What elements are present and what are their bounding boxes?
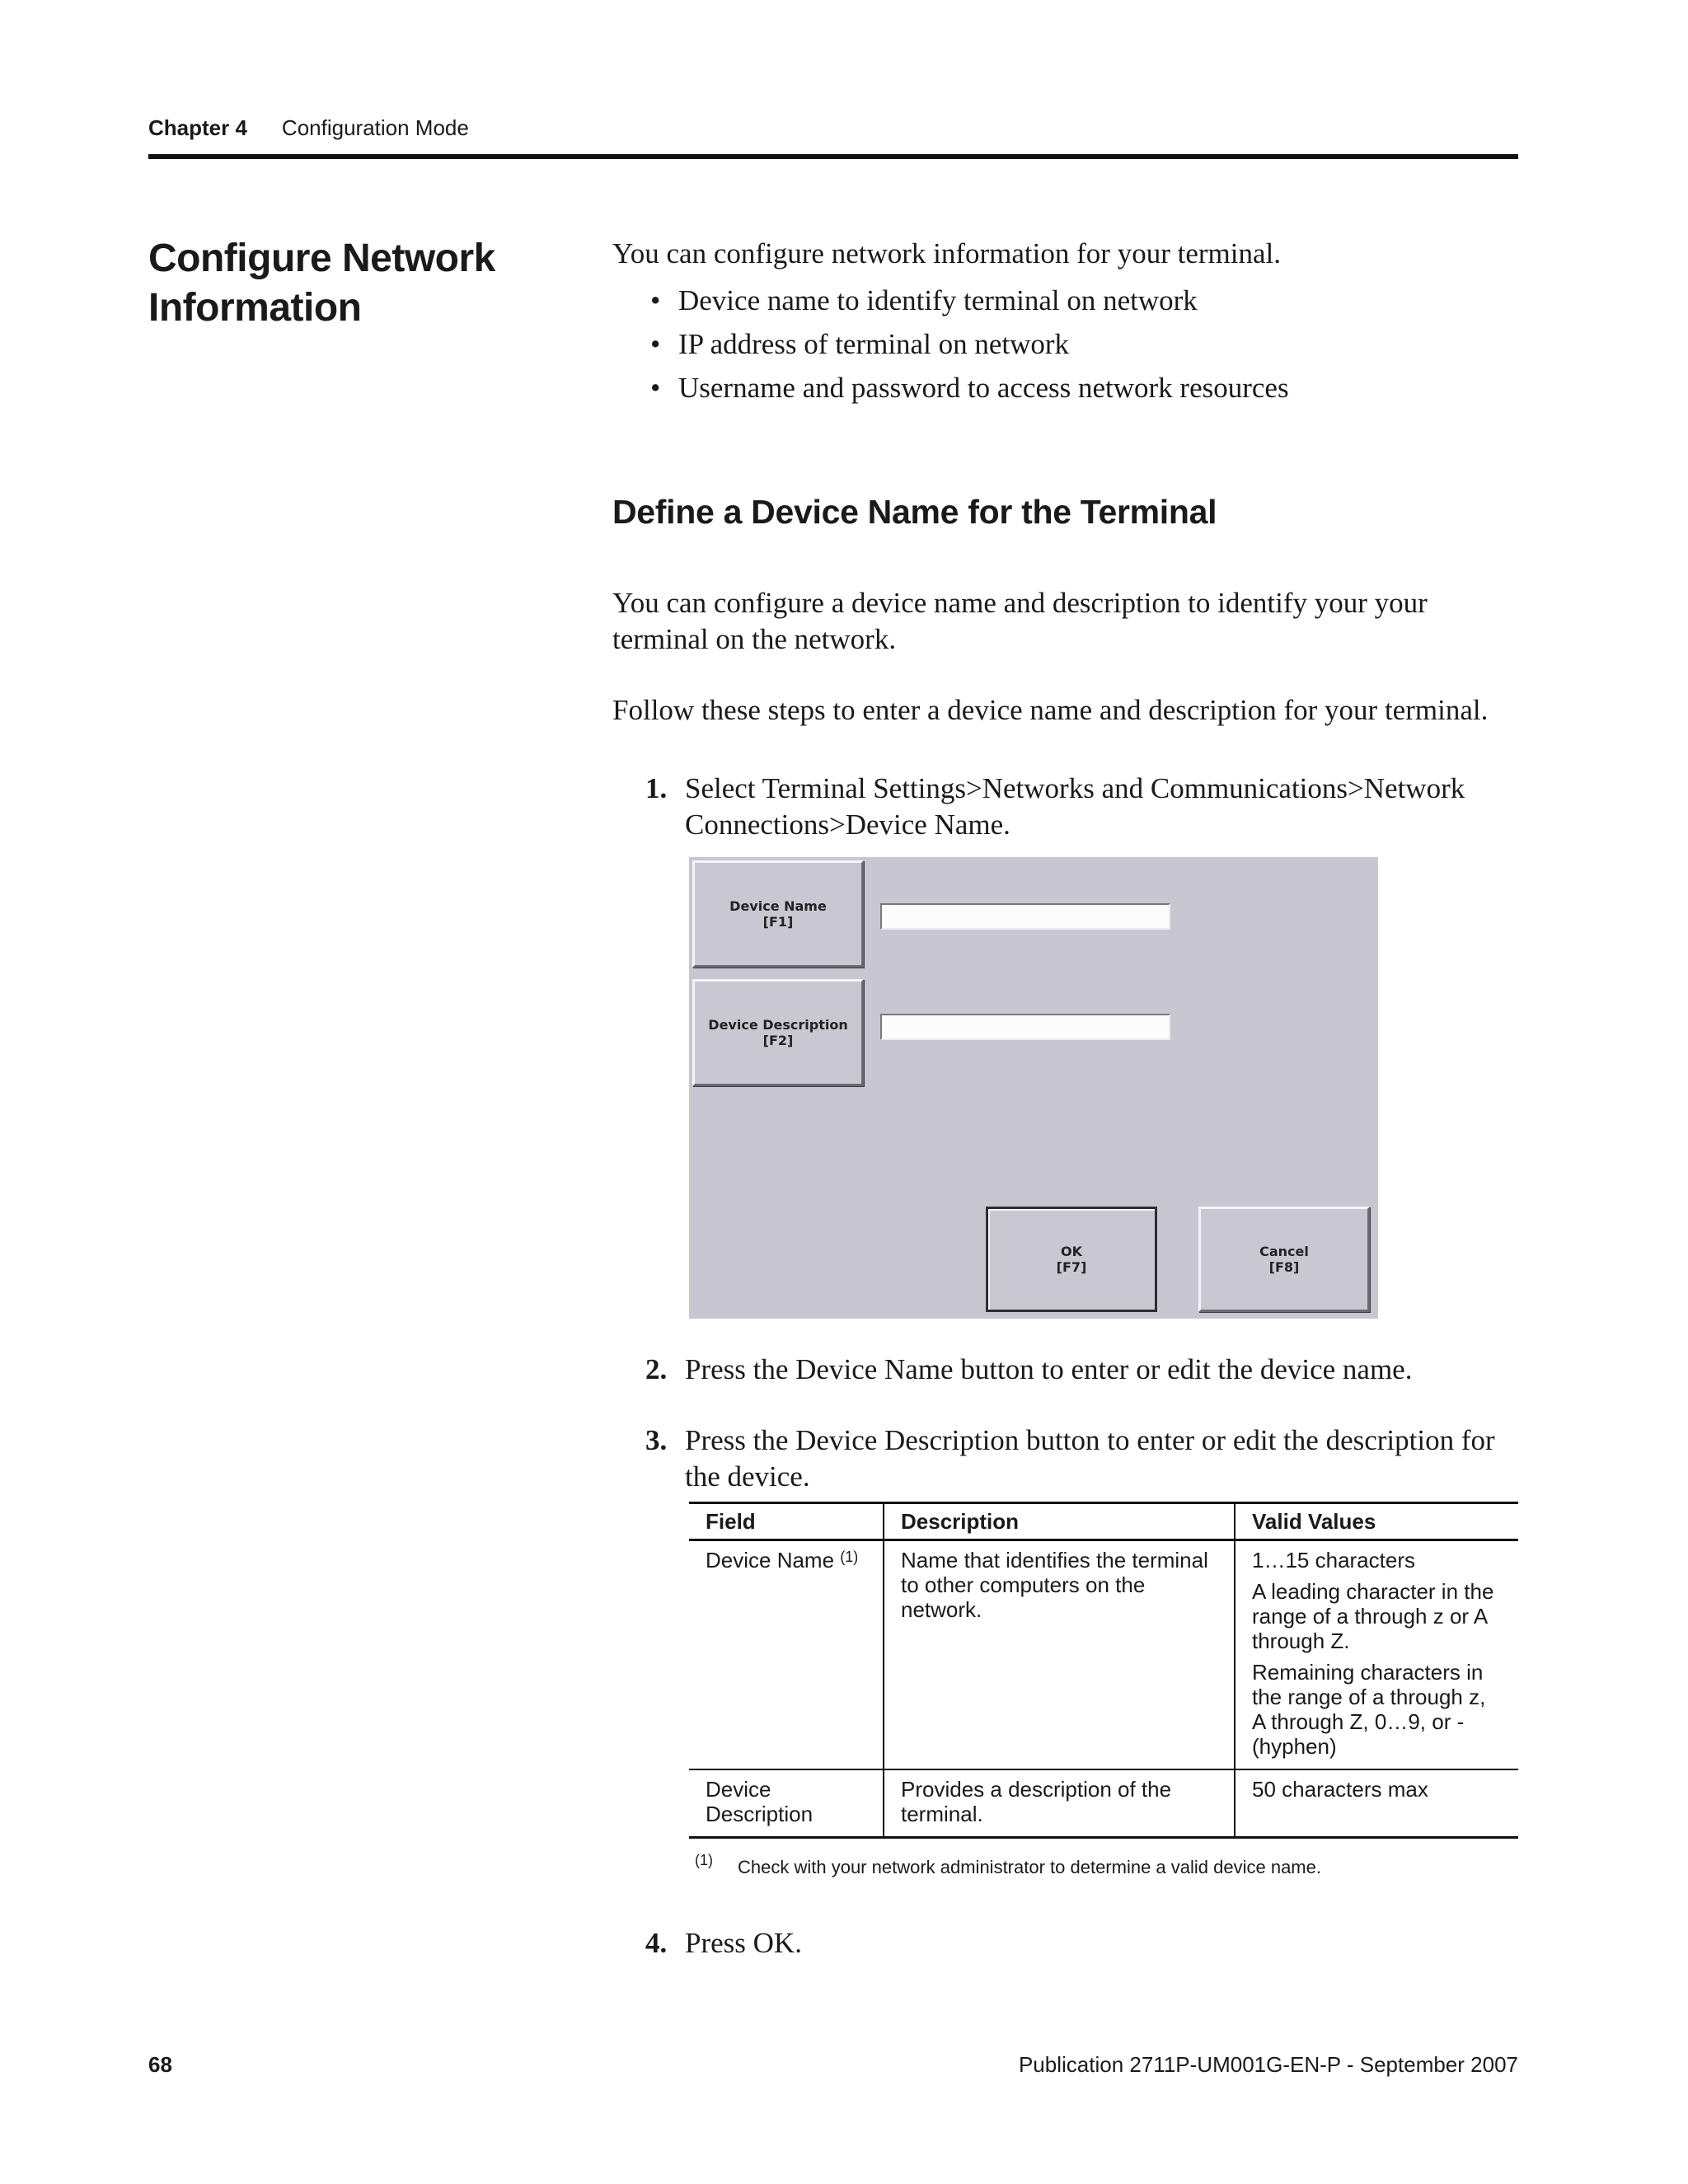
cancel-button-key: [F8]	[1268, 1259, 1300, 1275]
page-header	[148, 115, 469, 141]
page-number: 68	[148, 2052, 172, 2077]
intro-block	[612, 236, 1527, 410]
section-title: Configure Network Information	[148, 237, 495, 330]
subsection-para-1: You can configure a device name and description to identify your your terminal on the network.	[612, 587, 1428, 655]
step-text: Press the Device Description button to enter or edit the description for the device.	[685, 1424, 1495, 1493]
footnote-text: Check with your network administrator to determine a valid device name.	[738, 1857, 1321, 1877]
table-footnote	[695, 1852, 1321, 1878]
bullet-item: • Device name to identify terminal on network	[650, 279, 1527, 322]
step-1	[645, 771, 1536, 843]
ok-button-key: [F7]	[1056, 1259, 1087, 1275]
column-header: Description	[884, 1503, 1235, 1540]
device-description-button-label: Device Description	[708, 1017, 848, 1033]
device-description-button-key: [F2]	[762, 1033, 794, 1048]
header-rule	[148, 154, 1518, 159]
step-4	[645, 1925, 1536, 1961]
intro-bullets	[612, 279, 1527, 410]
device-description-input[interactable]	[880, 1014, 1170, 1040]
device-name-button[interactable]	[692, 860, 864, 968]
cancel-button[interactable]	[1198, 1207, 1370, 1312]
valid-value: 50 characters max	[1252, 1777, 1428, 1802]
intro-text: You can configure network information for your terminal.	[612, 237, 1281, 269]
step-text: Select Terminal Settings>Networks and Communications>Network Connections>Device Name.	[685, 772, 1465, 841]
table-cell-description: Name that identifies the terminal to other computers on the network.	[884, 1540, 1235, 1770]
device-name-button-key: [F1]	[762, 914, 794, 930]
step-number: 4.	[645, 1927, 668, 1959]
table-row	[689, 1769, 1518, 1838]
device-name-input[interactable]	[880, 903, 1170, 930]
step-number: 3.	[645, 1424, 668, 1456]
subsection-title: Define a Device Name for the Terminal	[612, 493, 1217, 531]
step-number: 2.	[645, 1353, 668, 1385]
footnote-mark: (1)	[695, 1852, 713, 1868]
device-description-button[interactable]	[692, 979, 864, 1086]
field-name: Device Name	[706, 1548, 835, 1572]
table-cell-field	[689, 1540, 884, 1770]
step-3	[645, 1422, 1536, 1495]
table-cell-field: Device Description	[689, 1769, 884, 1838]
valid-value: A leading character in the range of a through z or A through Z.	[1252, 1579, 1494, 1653]
subsection-para-2: Follow these steps to enter a device name and description for your terminal.	[612, 694, 1489, 726]
ok-button[interactable]	[986, 1207, 1157, 1312]
cancel-button-label: Cancel	[1259, 1244, 1309, 1259]
valid-value: 1…15 characters	[1252, 1548, 1415, 1572]
device-name-screen	[689, 857, 1378, 1319]
bullet-item: • IP address of terminal on network	[650, 322, 1527, 366]
chapter-label: Chapter 4	[148, 115, 247, 140]
column-header: Valid Values	[1235, 1503, 1518, 1540]
bullet-item: • Username and password to access network resources	[650, 366, 1527, 410]
column-header: Field	[689, 1503, 884, 1540]
chapter-title: Configuration Mode	[281, 115, 469, 140]
step-text: Press OK.	[685, 1927, 802, 1959]
publication-info: Publication 2711P-UM001G-EN-P - September 2007	[1018, 2052, 1518, 2077]
footnote-ref: (1)	[840, 1549, 859, 1565]
device-name-table	[689, 1502, 1518, 1839]
step-2	[645, 1352, 1536, 1388]
table-header-row	[689, 1503, 1518, 1540]
device-name-button-label: Device Name	[729, 898, 827, 914]
ok-button-label: OK	[1061, 1244, 1082, 1259]
table-cell-values	[1235, 1769, 1518, 1838]
step-text: Press the Device Name button to enter or edit the device name.	[685, 1353, 1413, 1385]
table-cell-values	[1235, 1540, 1518, 1770]
table-cell-description: Provides a description of the terminal.	[884, 1769, 1235, 1838]
step-number: 1.	[645, 772, 668, 804]
valid-value: Remaining characters in the range of a through z, A through Z, 0…9, or - (hyphen)	[1252, 1660, 1486, 1759]
table-row	[689, 1540, 1518, 1770]
